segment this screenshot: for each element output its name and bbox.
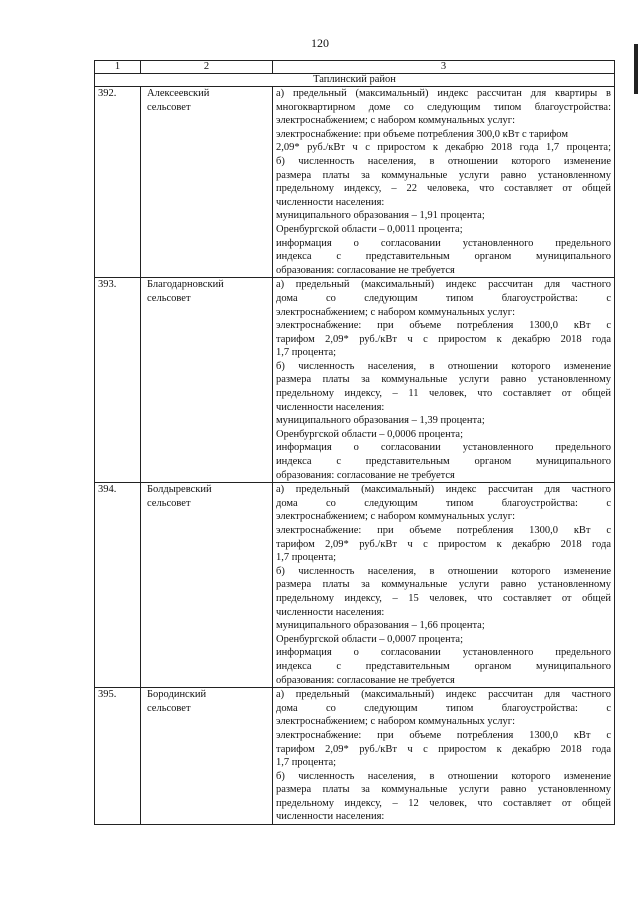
index-description (273, 688, 615, 825)
description-line: информация о согласовании установленного предельного (276, 647, 611, 659)
table-header-row (95, 61, 615, 74)
description-line: численности населения: (276, 811, 385, 823)
description-line: предельному индексу, – 12 человек, что составляет от общей (276, 797, 611, 809)
municipality-name (141, 483, 273, 688)
description-line: индекса с представительным органом муниципального (276, 251, 611, 263)
description-line: образования: согласование не требуется (276, 674, 455, 686)
description-line: образования: согласование не требуется (276, 264, 455, 276)
description-line: образования: согласование не требуется (276, 469, 455, 481)
description-line: численности населения: (276, 401, 385, 413)
description-line: б) численность населения, в отношении которого изменение (276, 770, 611, 782)
description-line: тарифом 2,09* руб./кВт ч с приростом к декабрю 2018 года (276, 333, 611, 345)
description-line: электроснабжением; с набором коммунальных услуг: (276, 716, 515, 728)
description-line: тарифом 2,09* руб./кВт ч с приростом к декабрю 2018 года (276, 743, 611, 755)
description-line: электроснабжение: при объеме потребления 1300,0 кВт с (276, 320, 611, 332)
description-line: размера платы за коммунальные услуги равно установленному (276, 374, 611, 386)
municipality-name (141, 688, 273, 825)
municipality-name-line: сельсовет (147, 292, 191, 304)
page-number: 120 (311, 36, 329, 50)
description-line: Оренбургской области – 0,0006 процента; (276, 428, 463, 440)
description-line: информация о согласовании установленного предельного (276, 237, 611, 249)
description-line: 1,7 процента; (276, 347, 337, 359)
column-header: 1 (95, 61, 141, 74)
description-line: 1,7 процента; (276, 552, 337, 564)
description-line: индекса с представительным органом муниципального (276, 456, 611, 468)
index-description (273, 483, 615, 688)
row-number: 392. (95, 87, 141, 278)
index-table (94, 60, 615, 825)
municipality-name-line: Алексеевский (147, 88, 210, 99)
table-row (95, 688, 615, 825)
description-line: б) численность населения, в отношении которого изменение (276, 155, 611, 167)
region-title: Таплинский район (95, 74, 615, 87)
row-number: 395. (95, 688, 141, 825)
description-line: численности населения: (276, 196, 385, 208)
description-line: а) предельный (максимальный) индекс рассчитан для частного (276, 689, 611, 701)
description-line: б) численность населения, в отношении которого изменение (276, 360, 611, 372)
description-line: индекса с представительным органом муниципального (276, 660, 611, 672)
description-line: предельному индексу, – 11 человек, что составляет от общей (276, 388, 611, 400)
description-line: предельному индексу, – 15 человек, что составляет от общей (276, 592, 611, 604)
column-header: 2 (141, 61, 273, 74)
municipality-name-line: Бородинский (147, 689, 207, 701)
index-description (273, 87, 615, 278)
municipality-name-line: Благодарновский (147, 279, 224, 291)
description-line: Оренбургской области – 0,0011 процента; (276, 223, 463, 235)
row-number: 393. (95, 278, 141, 483)
description-line: информация о согласовании установленного предельного (276, 442, 611, 454)
description-line: электроснабжением; с набором коммунальных услуг: (276, 306, 515, 318)
region-row (95, 74, 615, 87)
description-line: 2,09* руб./кВт ч с приростом к декабрю 2018 года 1,7 процента; (276, 142, 611, 154)
description-line: дома со следующим типом благоустройства: с (276, 292, 611, 304)
row-number: 394. (95, 483, 141, 688)
municipality-name-line: сельсовет (147, 101, 191, 113)
description-line: б) численность населения, в отношении которого изменение (276, 565, 611, 577)
description-line: численности населения: (276, 606, 385, 618)
edge-mark (634, 44, 638, 94)
description-line: муниципального образования – 1,66 процента; (276, 620, 485, 632)
description-line: размера платы за коммунальные услуги равно установленному (276, 784, 611, 796)
table-row (95, 483, 615, 688)
description-line: электроснабжением; с набором коммунальных услуг: (276, 115, 515, 127)
description-line: предельному индексу, – 22 человека, что составляет от общей (276, 183, 611, 195)
description-line: 1,7 процента; (276, 757, 337, 769)
description-line: многоквартирном доме со следующим типом благоустройства: (276, 101, 611, 113)
table-row (95, 278, 615, 483)
description-line: размера платы за коммунальные услуги равно установленному (276, 169, 611, 181)
column-header: 3 (273, 61, 615, 74)
municipality-name-line: Болдыревский (147, 484, 212, 496)
municipality-name (141, 278, 273, 483)
description-line: электроснабжение: при объеме потребления 1300,0 кВт с (276, 525, 611, 536)
description-line: дома со следующим типом благоустройства: с (276, 497, 611, 509)
description-line: электроснабжение: при объеме потребления 1300,0 кВт с (276, 729, 611, 741)
index-description (273, 278, 615, 483)
description-line: муниципального образования – 1,91 процента; (276, 210, 485, 222)
description-line: а) предельный (максимальный) индекс рассчитан для частного (276, 279, 611, 291)
description-line: электроснабжение: при объеме потребления 300,0 кВт с тарифом (276, 128, 568, 140)
table-row (95, 87, 615, 278)
municipality-name (141, 87, 273, 278)
description-line: Оренбургской области – 0,0007 процента; (276, 633, 463, 645)
description-line: муниципального образования – 1,39 процента; (276, 415, 485, 427)
description-line: дома со следующим типом благоустройства: с (276, 702, 611, 714)
description-line: тарифом 2,09* руб./кВт ч с приростом к декабрю 2018 года (276, 538, 611, 550)
description-line: а) предельный (максимальный) индекс рассчитан для квартиры в (276, 88, 611, 99)
municipality-name-line: сельсовет (147, 497, 191, 509)
description-line: а) предельный (максимальный) индекс рассчитан для частного (276, 484, 611, 496)
table-body (95, 87, 615, 825)
description-line: электроснабжением; с набором коммунальных услуг: (276, 511, 515, 523)
description-line: размера платы за коммунальные услуги равно установленному (276, 579, 611, 591)
municipality-name-line: сельсовет (147, 702, 191, 714)
